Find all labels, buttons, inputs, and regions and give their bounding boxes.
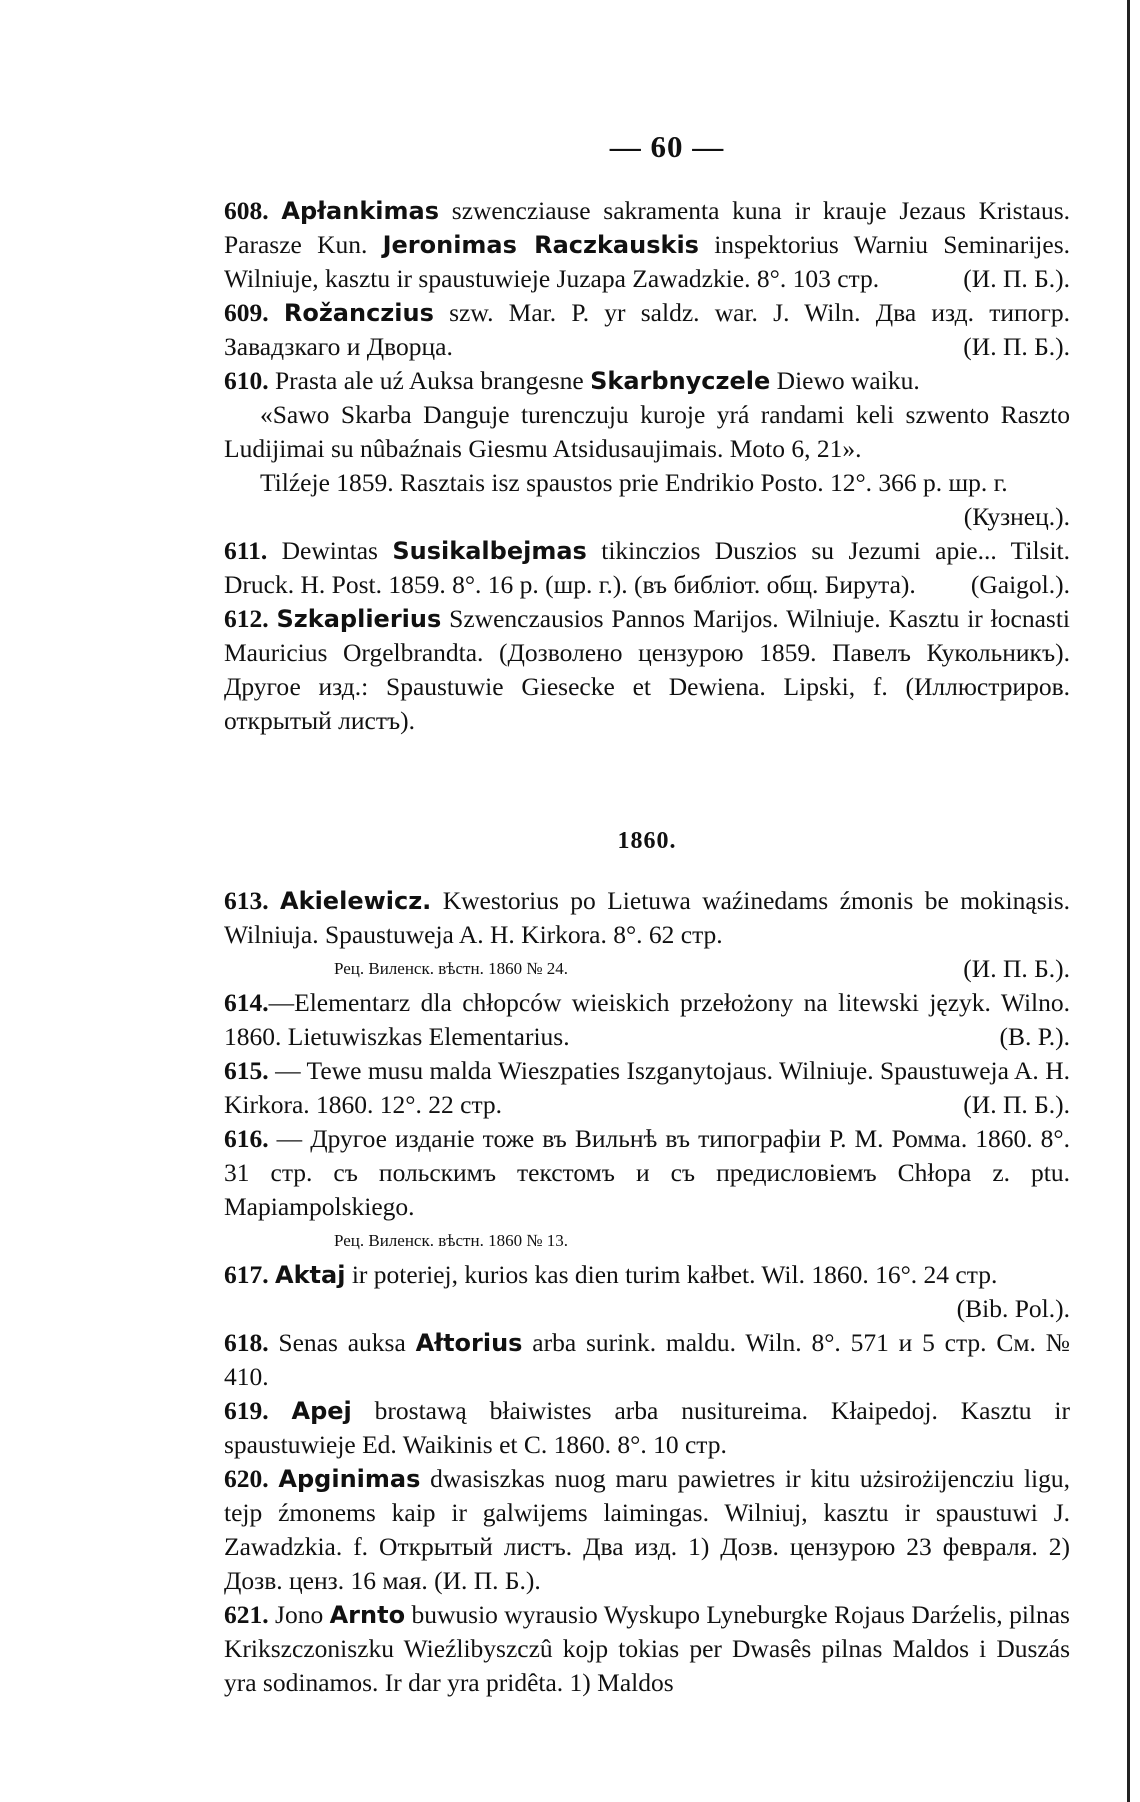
page-edge-rule [1127, 0, 1130, 1802]
entry-text: ir poteriej, kurios kas dien turim kałbet. Wil. 1860. 16°. 24 стр. [345, 1260, 998, 1289]
entry-title: Susikalbejmas [392, 537, 587, 565]
entry-title: Akielewicz. [280, 887, 432, 915]
entry-ref: (И. П. Б.). [963, 264, 1070, 293]
entry-text: Prasta ale uź Auksa brangesne [268, 366, 591, 395]
entry-text: Senas auksa [268, 1328, 416, 1357]
entry-title: Skarbnyczele [590, 367, 771, 395]
entry-number: 612. [224, 604, 269, 633]
entry-author: Jeronimas Raczkauskis [382, 231, 699, 259]
entry-number: 610. [224, 366, 269, 395]
entry-609 [224, 296, 1070, 364]
year-heading: 1860. [617, 828, 677, 854]
entry-619 [224, 1394, 1070, 1462]
entry-text: brostawą błaiwistes arba nusitureima. Kłaipedoj. Kasztu ir spaustuwieje Ed. Waikinis et C. 1860. 8°. 10 стр. [224, 1396, 1071, 1459]
entry-610-quote: «Sawo Skarba Danguje turenczuju kuroje yrá randami keli szwento Raszto Ludijimai su nûbaźnais Giesmu Atsidusaujimais. Moto 6, 21». [224, 400, 1070, 463]
entry-ref: (Кузнец.). [963, 502, 1070, 531]
entry-614 [224, 986, 1070, 1054]
entry-text: Jono [268, 1600, 330, 1629]
entry-text-cont: buwusio wyrausio Wyskupo Lyneburgke Rojaus Darźelis, pilnas Krikszczoniszku Wieźlibyszczû kojp tokias per Dwasês pilnas Maldos i Duszás yra sodinamos. Ir dar yra pridêta. 1) Maldos [224, 1600, 1070, 1697]
entry-number: 616. [224, 1124, 269, 1153]
entry-author: Arnto [329, 1601, 406, 1629]
entry-610-imprint [224, 466, 1070, 534]
entry-title: Rožanczius [283, 299, 434, 327]
entry-text: dwasiszkas nuog maru pawietres ir kitu użsirożijenczіu ligu, tejp źmonems kaip ir galwijems laimingas. Wilniuj, kasztu ir spaustuwi J. Zawadzkia. f. Открытый листъ. Два изд. 1) Дозв. цензурою 23 февраля. 2) Дозв. ценз. 16 мая. (И. П. Б.). [224, 1464, 1071, 1595]
entry-text: — Другое изданіе тоже въ Вильнѣ въ типографіи Р. М. Ромма. 1860. 8°. 31 стр. съ польскимъ текстомъ и съ предисловіемъ Chłopa z. ptu. Mapiampolskiego. [224, 1124, 1070, 1221]
entry-ref: (И. П. Б.). [963, 332, 1070, 361]
entry-number: 620. [224, 1464, 269, 1493]
page-number: — 60 — [609, 129, 725, 164]
entry-title: Apginimas [278, 1465, 421, 1493]
entry-text: — Tewe musu malda Wieszpaties Iszganytojaus. Wilniuje. Spaustuweja A. H. Kirkora. 1860. 12°. 22 стр. [224, 1056, 1070, 1119]
entry-number: 619. [224, 1396, 269, 1425]
entry-610 [224, 364, 1070, 398]
entry-number: 613. [224, 886, 269, 915]
entry-number: 609. [224, 298, 269, 327]
entry-text: Dewintas [267, 536, 393, 565]
entry-ref: (Gaigol.). [970, 570, 1070, 599]
entry-title: Apej [291, 1397, 352, 1425]
entry-number: 608. [224, 196, 269, 225]
entry-text-cont: arba surink. maldu. Wiln. 8°. 571 и 5 стр. См. № 410. [224, 1328, 1070, 1391]
entry-613 [224, 884, 1070, 952]
entry-text-cont: tikinczios Duszios su Jezumi apie... Tilsit. Druck. H. Post. 1859. 8°. 16 p. (шр. г.). (въ библіот. общ. Бирута). [224, 536, 1071, 599]
entry-620 [224, 1462, 1070, 1598]
entry-611 [224, 534, 1070, 602]
entry-title: Apłankimas [281, 197, 440, 225]
entry-616-review: Рец. Виленск. вѣстн. 1860 № 13. [334, 1231, 569, 1250]
entry-title: Aktaj [275, 1261, 346, 1289]
entry-number: 615. [224, 1056, 269, 1085]
entry-text-cont: inspektorius Warniu Seminarijes. Wilniuje, kasztu ir spaustuwieje Juzapa Zawadzkie. 8°. 103 стр. [224, 230, 1070, 293]
entry-ref: (Bib. Pol.). [956, 1294, 1070, 1323]
entry-text-cont: Diewo waiku. [770, 366, 920, 395]
entry-613-review [224, 952, 1070, 986]
entry-text: szwenczіause sakramenta kuna ir krauje Jezaus Kristaus. Parasze Kun. [224, 196, 1070, 259]
entry-number: 611. [224, 536, 268, 565]
entry-text: —Elementarz dla chłopców wieiskich przełożony na litewski język. Wilno. 1860. Lietuwiszkas Elementarius. [224, 988, 1070, 1051]
entry-ref: (И. П. Б.). [963, 954, 1070, 983]
entry-title: Szkaplierius [276, 605, 442, 633]
entry-618 [224, 1326, 1070, 1394]
entry-ref: (В. Р.). [999, 1022, 1070, 1051]
entry-608 [224, 194, 1070, 296]
review-text: Рец. Виленск. вѣстн. 1860 № 24. [334, 959, 569, 978]
entry-612 [224, 602, 1070, 738]
entry-number: 617. [224, 1260, 269, 1289]
entry-616 [224, 1122, 1070, 1224]
entry-ref: (И. П. Б.). [963, 1090, 1070, 1119]
page-column [224, 130, 1070, 1700]
entry-615 [224, 1054, 1070, 1122]
entry-title: Ałtorius [415, 1329, 523, 1357]
entry-text: Szwenczausios Pannos Marijos. Wilniuje. Kasztu ir łocnasti Mauricius Orgelbrandta. (Дозволено цензурою 1859. Павелъ Кукольникъ). Другое изд.: Spaustuwie Giesecke et Dewiena. Lipski, f. (Иллюстриров. открытый листъ). [224, 604, 1070, 735]
entry-617 [224, 1258, 1070, 1326]
entry-text: Kwestorius po Lietuwa waźinedams źmonis be mokinąsis. Wilniuja. Spaustuweja A. H. Kirkora. 8°. 62 стр. [224, 886, 1070, 949]
entry-number: 621. [224, 1600, 269, 1629]
entry-number: 618. [224, 1328, 269, 1357]
entry-number: 614. [224, 988, 269, 1017]
imprint-text: Tilźeje 1859. Rasztais isz spaustos prie Endrikio Posto. 12°. 366 p. шр. г. [260, 468, 1008, 497]
entry-text: szw. Mar. P. yr saldz. war. J. Wiln. Два изд. типогр. Завадзкаго и Дворца. [224, 298, 1070, 361]
entry-621 [224, 1598, 1070, 1700]
